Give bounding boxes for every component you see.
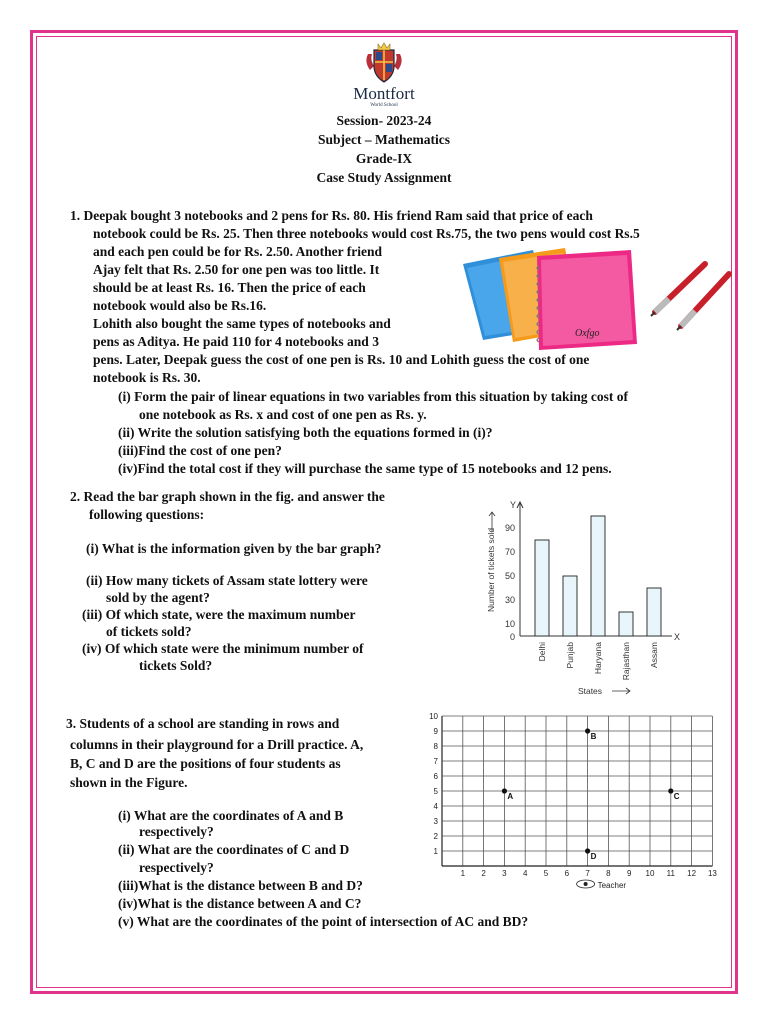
q2-question-4-cont: tickets Sold? (139, 658, 213, 673)
x-tick-label: 3 (502, 869, 507, 878)
q1-question-1: (i) Form the pair of linear equations in two variables from this situation by taking cost of (118, 389, 629, 404)
q3-line-2: columns in their playground for a Drill practice. A, (70, 737, 364, 752)
x-tick-label: 8 (606, 869, 611, 878)
origin-label: 0 (510, 632, 516, 642)
point-a (502, 788, 507, 793)
x-axis-letter: X (674, 632, 681, 642)
q3-question-2-cont: respectively? (139, 860, 214, 875)
coordinate-grid-chart (420, 708, 720, 898)
x-tick-label: Punjab (565, 642, 575, 669)
q1-line-6: notebook would also be Rs.16. (93, 298, 267, 313)
y-axis-letter: Y (510, 500, 517, 510)
q1-line-4: Ajay felt that Rs. 2.50 for one pen was too little. It (93, 262, 380, 277)
school-crest-logo (364, 40, 404, 86)
q1-question-2: (ii) Write the solution satisfying both the equations formed in (i)? (118, 425, 493, 440)
y-tick-label: 10 (429, 712, 438, 721)
q2-line-1: 2. Read the bar graph shown in the fig. and answer the (70, 489, 385, 504)
q1-line-3: and each pen could be for Rs. 2.50. Another friend (93, 244, 383, 259)
y-tick-label: 6 (433, 772, 438, 781)
y-tick-label: 5 (433, 787, 438, 796)
bar (619, 612, 633, 636)
x-label-arrow (612, 688, 630, 694)
x-tick-label: Haryana (593, 642, 603, 675)
point-label-d: D (590, 852, 597, 861)
point-b (585, 728, 590, 733)
notebook-brand: Oxfgo (575, 328, 600, 339)
y-tick-label: 70 (504, 547, 515, 557)
x-tick-label: Rajasthan (621, 642, 631, 681)
y-tick-label: 10 (504, 619, 515, 629)
x-tick-label: 10 (645, 869, 655, 878)
q1-line-2: notebook could be Rs. 25. Then three notebooks would cost Rs.75, the two pens would cost Rs.5 (93, 226, 640, 241)
q3-question-3: (iii)What is the distance between B and D? (118, 878, 363, 893)
q1-line-1: 1. Deepak bought 3 notebooks and 2 pens for Rs. 80. His friend Ram said that price of each (70, 208, 593, 223)
x-tick-label: 5 (543, 869, 549, 878)
q1-line-10: notebook is Rs. 30. (93, 370, 201, 385)
q3-question-1-cont: respectively? (139, 824, 214, 839)
x-tick-label: Delhi (537, 642, 547, 662)
q1-question-1-cont: one notebook as Rs. x and cost of one pen as Rs. y. (139, 407, 427, 422)
y-tick-label: 30 (504, 595, 515, 605)
teacher-label: Teacher (597, 881, 627, 890)
grade-label: Grade-IX (355, 151, 413, 166)
session-label: Session- 2023-24 (336, 113, 432, 128)
y-tick-label: 50 (504, 571, 515, 581)
point-label-a: A (507, 792, 514, 801)
y-tick-label: 90 (504, 523, 515, 533)
teacher-head-icon (584, 882, 588, 886)
point-c (668, 788, 673, 793)
x-tick-label: Assam (649, 642, 659, 668)
bar-chart-lottery-tickets (480, 492, 690, 704)
y-tick-label: 1 (433, 847, 438, 856)
y-tick-label: 3 (433, 817, 438, 826)
q1-line-7: Lohith also bought the same types of notebooks and (93, 316, 391, 331)
x-tick-label: 13 (707, 869, 717, 878)
y-tick-label: 7 (433, 757, 438, 766)
y-tick-label: 9 (433, 727, 438, 736)
x-axis-label: States (577, 686, 603, 696)
q2-question-1: (i) What is the information given by the bar graph? (86, 541, 382, 556)
q1-question-3: (iii)Find the cost of one pen? (118, 443, 282, 458)
q2-question-2-cont: sold by the agent? (106, 590, 210, 605)
q2-question-3: (iii) Of which state, were the maximum number (82, 607, 356, 622)
subject-label: Subject – Mathematics (318, 132, 450, 147)
q1-line-9: pens. Later, Deepak guess the cost of one pen is Rs. 10 and Lohith guess the cost of one (93, 352, 590, 367)
y-axis-label: Number of tickets sold (486, 527, 496, 613)
q1-question-4: (iv)Find the total cost if they will purchase the same type of 15 notebooks and 12 pens. (118, 461, 612, 476)
bar (591, 516, 605, 636)
q1-line-5: should be at least Rs. 16. Then the price of each (93, 280, 366, 295)
x-tick-label: 6 (564, 869, 570, 878)
point-label-c: C (673, 792, 680, 801)
y-tick-label: 2 (433, 832, 438, 841)
x-tick-label: 1 (460, 869, 466, 878)
q3-question-1: (i) What are the coordinates of A and B (118, 808, 344, 823)
bar (647, 588, 661, 636)
q2-question-4: (iv) Of which state were the minimum number of (82, 641, 364, 656)
q3-line-1: 3. Students of a school are standing in rows and (66, 716, 340, 731)
point-label-b: B (590, 732, 597, 741)
x-tick-label: 2 (481, 869, 486, 878)
y-tick-label: 8 (433, 742, 438, 751)
x-tick-label: 11 (666, 869, 675, 878)
x-tick-label: 7 (585, 869, 590, 878)
assignment-title: Case Study Assignment (316, 170, 452, 185)
q2-question-2: (ii) How many tickets of Assam state lottery were (86, 573, 368, 588)
point-d (585, 848, 590, 853)
q3-question-5: (v) What are the coordinates of the point of intersection of AC and BD? (118, 914, 529, 929)
q3-question-4: (iv)What is the distance between A and C? (118, 896, 362, 911)
q1-line-8: pens as Aditya. He paid 110 for 4 notebooks and 3 (93, 334, 379, 349)
y-tick-label: 4 (433, 802, 438, 811)
x-tick-label: 12 (687, 869, 697, 878)
q2-line-2: following questions: (89, 507, 205, 522)
notebook-pink (537, 250, 637, 350)
q3-line-4: shown in the Figure. (70, 775, 188, 790)
x-tick-label: 4 (522, 869, 528, 878)
bar (563, 576, 577, 636)
school-tagline: World School (370, 103, 398, 108)
q3-question-2: (ii) What are the coordinates of C and D (118, 842, 350, 857)
q2-question-3-cont: of tickets sold? (106, 624, 192, 639)
bar (535, 540, 549, 636)
notebooks-and-pens-illustration (455, 244, 740, 352)
x-tick-label: 9 (626, 869, 632, 878)
q3-line-3: B, C and D are the positions of four students as (70, 756, 341, 771)
school-name: Montfort (353, 84, 415, 103)
